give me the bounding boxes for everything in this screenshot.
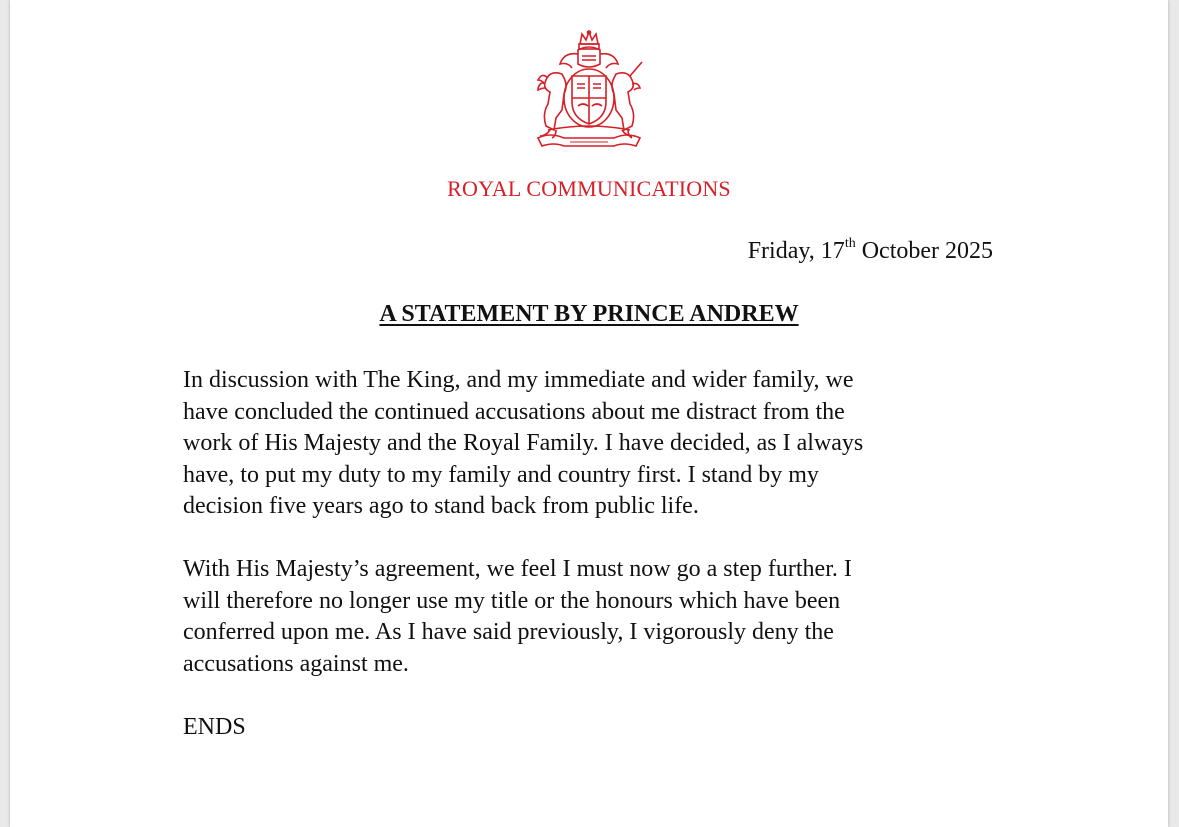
paragraph-line: have concluded the continued accusations about me distract from the	[183, 398, 845, 425]
paragraph-line: conferred upon me. As I have said previously, I vigorously deny the	[183, 619, 834, 645]
statement-body	[183, 365, 1003, 775]
paragraph-2	[183, 554, 1003, 680]
royal-coat-of-arms-icon	[520, 30, 658, 156]
document-page	[10, 0, 1168, 827]
paragraph-line: With His Majesty’s agreement, we feel I must now go a step further. I	[183, 556, 852, 582]
ends-marker	[183, 712, 1003, 744]
paragraph-line: accusations against me.	[183, 650, 409, 677]
date-month-year: October 2025	[855, 238, 993, 264]
date-day: Friday, 17	[747, 238, 845, 264]
paragraph-1	[183, 365, 1003, 523]
paragraph-line: have, to put my duty to my family and country first. I stand by my	[183, 461, 819, 488]
paragraph-line: In discussion with The King, and my immediate and wider family, we	[183, 367, 854, 393]
paragraph-line: will therefore no longer use my title or the honours which have been	[183, 587, 841, 614]
department-heading: ROYAL COMMUNICATIONS	[447, 176, 731, 201]
paragraph-line: ENDS	[183, 713, 246, 740]
paragraph-line: decision five years ago to stand back from public life.	[183, 493, 699, 519]
statement-date	[748, 238, 993, 265]
paragraph-line: work of His Majesty and the Royal Family. I have decided, as I always	[183, 430, 864, 456]
date-ordinal-suffix: th	[844, 236, 856, 251]
statement-title: A STATEMENT BY PRINCE ANDREW	[379, 301, 799, 327]
